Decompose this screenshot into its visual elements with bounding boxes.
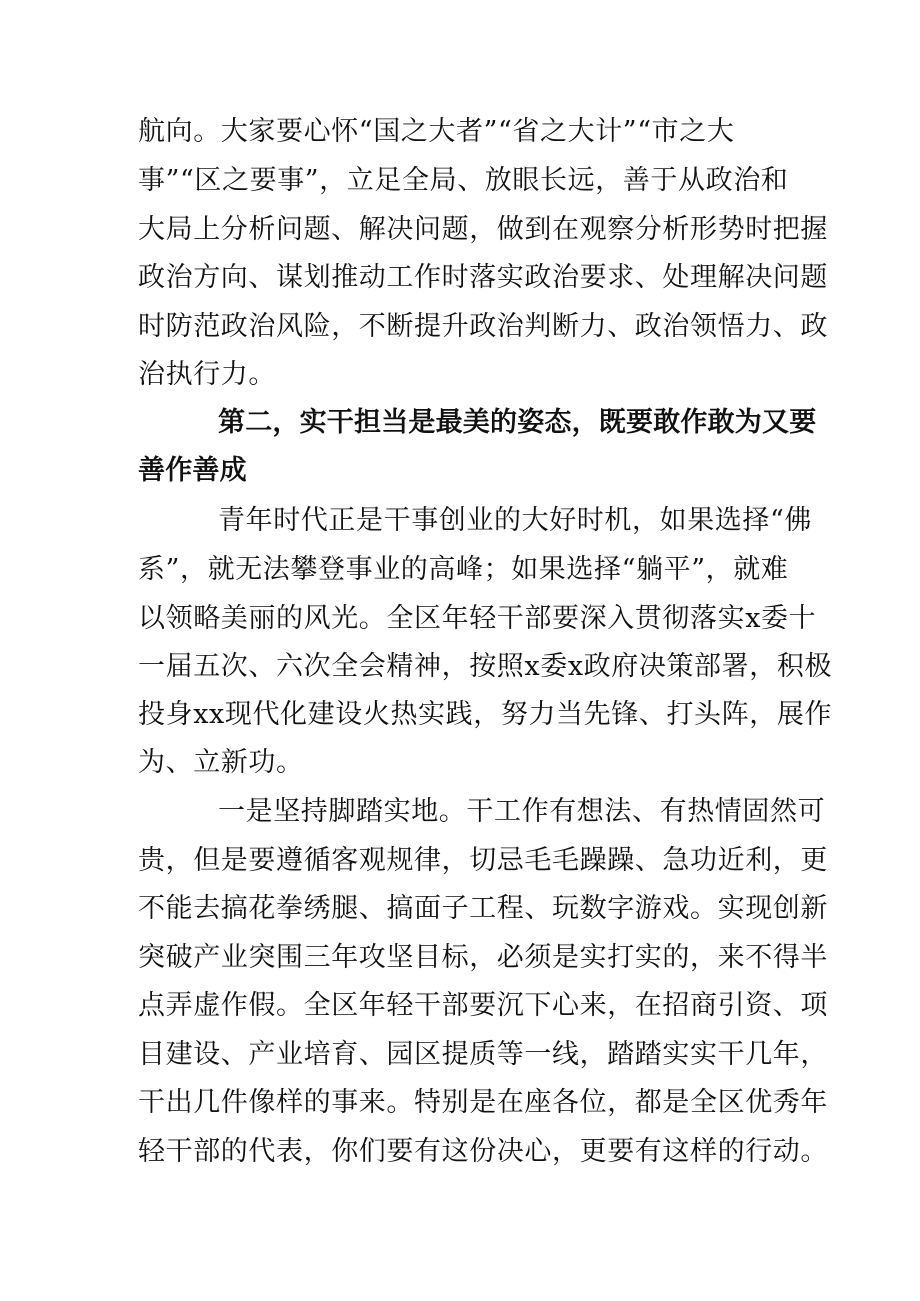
paragraph-3-line-3: 不能去搞花拳绣腿、搞面子工程、玩数字游戏。实现创新 xyxy=(138,893,828,924)
paragraph-2-line-6: 为、立新功。 xyxy=(138,747,304,778)
paragraph-3-line-6: 目建设、产业培育、园区提质等一线，踏踏实实干几年， xyxy=(138,1039,828,1070)
paragraph-2-line-3: 以领略美丽的风光。全区年轻干部要深入贯彻落实x委十 xyxy=(138,603,817,634)
paragraph-1-line-1: 航向。大家要心怀“国之大者”“省之大计”“市之大 xyxy=(138,116,735,147)
paragraph-1-line-4: 政治方向、谋划推动工作时落实政治要求、处理解决问题 xyxy=(138,262,828,293)
paragraph-3-line-5: 点弄虚作假。全区年轻干部要沉下心来，在招商引资、项 xyxy=(138,990,828,1021)
paragraph-2-line-1: 青年时代正是干事创业的大好时机，如果选择“佛 xyxy=(218,505,813,536)
section-heading-line-2: 善作善成 xyxy=(138,455,247,486)
paragraph-3-line-8: 轻干部的代表，你们要有这份决心，更要有这样的行动。 xyxy=(138,1136,828,1167)
paragraph-3-line-2: 贵，但是要遵循客观规律，切忌毛毛躁躁、急功近利，更 xyxy=(138,845,828,876)
paragraph-1-line-6: 治执行力。 xyxy=(138,359,276,390)
paragraph-3-line-1: 一是坚持脚踏实地。干工作有想法、有热情固然可 xyxy=(218,796,826,827)
paragraph-1-line-3: 大局上分析问题、解决问题，做到在观察分析形势时把握 xyxy=(138,214,828,245)
paragraph-2-line-2: 系”，就无法攀登事业的高峰；如果选择“躺平”，就难 xyxy=(138,554,789,585)
paragraph-3-line-4: 突破产业突围三年攻坚目标，必须是实打实的，来不得半 xyxy=(138,942,828,973)
paragraph-2-line-4: 一届五次、六次全会精神，按照x委x政府决策部署，积极 xyxy=(138,651,833,682)
section-heading-line-1: 第二，实干担当是最美的姿态，既要敢作敢为又要 xyxy=(218,407,817,438)
paragraph-1-line-2: 事”“区之要事”，立足全局、放眼长远，善于从政治和 xyxy=(138,165,789,196)
paragraph-2-line-5: 投身xx现代化建设火热实践，努力当先锋、打头阵，展作 xyxy=(138,699,833,730)
paragraph-1-line-5: 时防范政治风险，不断提升政治判断力、政治领悟力、政 xyxy=(138,311,828,342)
paragraph-3-line-7: 干出几件像样的事来。特别是在座各位，都是全区优秀年 xyxy=(138,1087,828,1118)
